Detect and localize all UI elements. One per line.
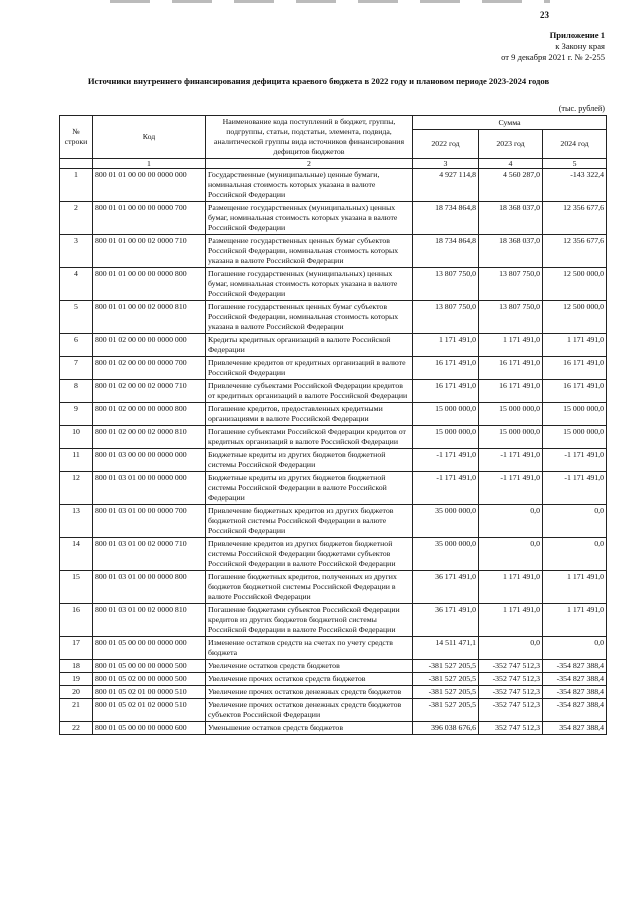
row-code: 800 01 03 01 00 00 0000 000	[93, 472, 206, 505]
row-amount-2022: 35 000 000,0	[413, 538, 479, 571]
row-amount-2024: 1 171 491,0	[543, 604, 607, 637]
header-name: Наименование кода поступлений в бюджет, группы, подгруппы, статьи, подстатьи, элемента, подвида, аналитической группы вида источников финансирования дефицитов бюджетов	[206, 116, 413, 159]
row-amount-2022: -381 527 205,5	[413, 686, 479, 699]
header-code: Код	[93, 116, 206, 159]
table-row	[60, 202, 607, 235]
row-code: 800 01 05 02 00 00 0000 500	[93, 673, 206, 686]
row-number: 18	[60, 660, 93, 673]
row-number: 2	[60, 202, 93, 235]
row-name: Увеличение прочих остатков денежных средств бюджетов субъектов Российской Федерации	[206, 699, 413, 722]
table-row	[60, 301, 607, 334]
row-amount-2022: -1 171 491,0	[413, 472, 479, 505]
row-amount-2022: -381 527 205,5	[413, 699, 479, 722]
row-number: 20	[60, 686, 93, 699]
row-code: 800 01 02 00 00 02 0000 810	[93, 426, 206, 449]
row-code: 800 01 02 00 00 00 0000 000	[93, 334, 206, 357]
table-row	[60, 604, 607, 637]
financing-sources-table	[59, 115, 607, 735]
row-amount-2022: 18 734 864,8	[413, 202, 479, 235]
row-name: Государственные (муниципальные) ценные бумаги, номинальная стоимость которых указана в валюте Российской Федерации	[206, 169, 413, 202]
row-name: Привлечение субъектами Российской Федерации кредитов от кредитных организаций в валюте Российской Федерации	[206, 380, 413, 403]
row-amount-2024: 12 356 677,6	[543, 235, 607, 268]
table-row	[60, 380, 607, 403]
row-code: 800 01 01 00 00 00 0000 000	[93, 169, 206, 202]
row-code: 800 01 03 00 00 00 0000 000	[93, 449, 206, 472]
row-name: Бюджетные кредиты из других бюджетов бюджетной системы Российской Федерации в валюте Российской Федерации	[206, 472, 413, 505]
row-amount-2022: 13 807 750,0	[413, 268, 479, 301]
row-name: Привлечение кредитов из других бюджетов бюджетной системы Российской Федерации бюджетами субъектов Российской Федерации в валюте Российской Федерации	[206, 538, 413, 571]
row-number: 5	[60, 301, 93, 334]
row-amount-2024: 12 500 000,0	[543, 301, 607, 334]
row-amount-2023: 15 000 000,0	[479, 426, 543, 449]
row-amount-2023: -352 747 512,3	[479, 673, 543, 686]
row-amount-2023: 18 368 037,0	[479, 202, 543, 235]
row-amount-2023: -352 747 512,3	[479, 660, 543, 673]
row-number: 22	[60, 722, 93, 735]
row-amount-2023: 1 171 491,0	[479, 604, 543, 637]
row-amount-2023: 13 807 750,0	[479, 268, 543, 301]
row-number: 16	[60, 604, 93, 637]
table-row	[60, 334, 607, 357]
table-row	[60, 403, 607, 426]
document-title: Источники внутреннего финансирования дефицита краевого бюджета в 2022 году и плановом периоде 2023-2024 годов	[87, 76, 550, 86]
row-number: 4	[60, 268, 93, 301]
appendix-title: Приложение 1	[549, 30, 605, 40]
row-code: 800 01 05 02 01 02 0000 510	[93, 699, 206, 722]
page-number: 23	[540, 10, 549, 20]
row-amount-2024: -354 827 388,4	[543, 686, 607, 699]
row-amount-2022: -381 527 205,5	[413, 660, 479, 673]
row-amount-2023: 1 171 491,0	[479, 571, 543, 604]
row-number: 3	[60, 235, 93, 268]
row-amount-2023: 0,0	[479, 505, 543, 538]
row-amount-2024: -354 827 388,4	[543, 660, 607, 673]
row-name: Привлечение кредитов от кредитных организаций в валюте Российской Федерации	[206, 357, 413, 380]
row-amount-2022: 15 000 000,0	[413, 426, 479, 449]
row-code: 800 01 02 00 00 00 0000 800	[93, 403, 206, 426]
row-code: 800 01 03 01 00 02 0000 710	[93, 538, 206, 571]
row-name: Погашение кредитов, предоставленных кредитными организациями в валюте Российской Федерации	[206, 403, 413, 426]
table-row	[60, 169, 607, 202]
table-body	[60, 169, 607, 735]
row-amount-2024: -143 322,4	[543, 169, 607, 202]
row-amount-2022: 36 171 491,0	[413, 571, 479, 604]
row-number: 12	[60, 472, 93, 505]
row-code: 800 01 05 00 00 00 0000 500	[93, 660, 206, 673]
row-number: 9	[60, 403, 93, 426]
row-amount-2024: 12 500 000,0	[543, 268, 607, 301]
row-amount-2023: 13 807 750,0	[479, 301, 543, 334]
row-amount-2023: -1 171 491,0	[479, 472, 543, 505]
row-name: Привлечение бюджетных кредитов из других бюджетов бюджетной системы Российской Федерации в валюте Российской Федерации	[206, 505, 413, 538]
row-amount-2022: 14 511 471,1	[413, 637, 479, 660]
row-code: 800 01 05 00 00 00 0000 600	[93, 722, 206, 735]
header-year-2022: 2022 год	[413, 130, 479, 159]
row-code: 800 01 05 02 01 00 0000 510	[93, 686, 206, 699]
row-amount-2024: -1 171 491,0	[543, 472, 607, 505]
row-name: Увеличение прочих остатков денежных средств бюджетов	[206, 686, 413, 699]
table-row	[60, 449, 607, 472]
column-index: 1	[93, 159, 206, 169]
row-number: 6	[60, 334, 93, 357]
table-row	[60, 571, 607, 604]
table-row	[60, 357, 607, 380]
appendix-date: от 9 декабря 2021 г. № 2-255	[501, 52, 605, 62]
table-row	[60, 538, 607, 571]
row-code: 800 01 03 01 00 00 0000 800	[93, 571, 206, 604]
row-amount-2024: 0,0	[543, 637, 607, 660]
row-amount-2022: 36 171 491,0	[413, 604, 479, 637]
row-amount-2024: 1 171 491,0	[543, 334, 607, 357]
row-name: Погашение государственных (муниципальных) ценных бумаг, номинальная стоимость которых указана в валюте Российской Федерации	[206, 268, 413, 301]
row-amount-2024: 16 171 491,0	[543, 380, 607, 403]
row-amount-2024: 16 171 491,0	[543, 357, 607, 380]
column-index-row	[60, 159, 607, 169]
row-name: Погашение бюджетных кредитов, полученных из других бюджетов бюджетной системы Российской Федерации в валюте Российской Федерации	[206, 571, 413, 604]
column-index: 5	[543, 159, 607, 169]
table-row	[60, 426, 607, 449]
row-number: 14	[60, 538, 93, 571]
column-index: 2	[206, 159, 413, 169]
row-amount-2023: 0,0	[479, 538, 543, 571]
appendix-block	[501, 30, 605, 63]
row-amount-2024: 354 827 388,4	[543, 722, 607, 735]
row-amount-2022: 13 807 750,0	[413, 301, 479, 334]
row-amount-2022: 16 171 491,0	[413, 380, 479, 403]
row-amount-2022: 16 171 491,0	[413, 357, 479, 380]
header-year-2024: 2024 год	[543, 130, 607, 159]
row-name: Погашение государственных ценных бумаг субъектов Российской Федерации, номинальная стоимость которых указана в валюте Российской Федерации	[206, 301, 413, 334]
row-code: 800 01 01 00 00 02 0000 810	[93, 301, 206, 334]
row-name: Бюджетные кредиты из других бюджетов бюджетной системы Российской Федерации	[206, 449, 413, 472]
row-name: Увеличение остатков средств бюджетов	[206, 660, 413, 673]
row-code: 800 01 01 00 00 00 0000 800	[93, 268, 206, 301]
row-amount-2023: 0,0	[479, 637, 543, 660]
row-amount-2023: 4 560 287,0	[479, 169, 543, 202]
row-number: 13	[60, 505, 93, 538]
row-amount-2022: 1 171 491,0	[413, 334, 479, 357]
table-row	[60, 722, 607, 735]
row-number: 1	[60, 169, 93, 202]
scan-edge-artifact	[110, 0, 550, 3]
row-amount-2024: 15 000 000,0	[543, 403, 607, 426]
row-code: 800 01 03 01 00 00 0000 700	[93, 505, 206, 538]
row-number: 7	[60, 357, 93, 380]
table-row	[60, 699, 607, 722]
table-row	[60, 686, 607, 699]
column-index: 3	[413, 159, 479, 169]
row-number: 21	[60, 699, 93, 722]
row-name: Погашение бюджетами субъектов Российской Федерации кредитов из других бюджетов бюджетной системы Российской Федерации в валюте Российской Федерации	[206, 604, 413, 637]
row-number: 19	[60, 673, 93, 686]
row-name: Уменьшение остатков средств бюджетов	[206, 722, 413, 735]
row-amount-2024: 0,0	[543, 538, 607, 571]
row-number: 8	[60, 380, 93, 403]
row-code: 800 01 02 00 00 00 0000 700	[93, 357, 206, 380]
row-amount-2024: 12 356 677,6	[543, 202, 607, 235]
row-amount-2022: 396 038 676,6	[413, 722, 479, 735]
row-amount-2023: 16 171 491,0	[479, 357, 543, 380]
row-amount-2023: 16 171 491,0	[479, 380, 543, 403]
row-amount-2024: 15 000 000,0	[543, 426, 607, 449]
row-amount-2023: 352 747 512,3	[479, 722, 543, 735]
row-code: 800 01 02 00 00 02 0000 710	[93, 380, 206, 403]
row-amount-2023: 15 000 000,0	[479, 403, 543, 426]
column-index: 4	[479, 159, 543, 169]
row-name: Погашение субъектами Российской Федерации кредитов от кредитных организаций в валюте Российской Федерации	[206, 426, 413, 449]
row-name: Кредиты кредитных организаций в валюте Российской Федерации	[206, 334, 413, 357]
row-amount-2023: -352 747 512,3	[479, 686, 543, 699]
units-label: (тыс. рублей)	[558, 104, 605, 113]
row-amount-2022: -1 171 491,0	[413, 449, 479, 472]
row-amount-2024: 1 171 491,0	[543, 571, 607, 604]
row-name: Размещение государственных ценных бумаг субъектов Российской Федерации, номинальная стоимость которых указана в валюте Российской Федерации	[206, 235, 413, 268]
row-amount-2023: -1 171 491,0	[479, 449, 543, 472]
row-amount-2022: 15 000 000,0	[413, 403, 479, 426]
table-row	[60, 268, 607, 301]
row-amount-2024: -354 827 388,4	[543, 673, 607, 686]
appendix-law-ref: к Закону края	[555, 41, 605, 51]
row-name: Изменение остатков средств на счетах по учету средств бюджета	[206, 637, 413, 660]
table-row	[60, 235, 607, 268]
table-row	[60, 660, 607, 673]
row-code: 800 01 05 00 00 00 0000 000	[93, 637, 206, 660]
table-row	[60, 505, 607, 538]
row-name: Размещение государственных (муниципальных) ценных бумаг, номинальная стоимость которых указана в валюте Российской Федерации	[206, 202, 413, 235]
table-row	[60, 637, 607, 660]
row-amount-2022: 18 734 864,8	[413, 235, 479, 268]
header-sum: Сумма	[413, 116, 607, 130]
row-code: 800 01 01 00 00 00 0000 700	[93, 202, 206, 235]
row-amount-2023: 1 171 491,0	[479, 334, 543, 357]
row-number: 15	[60, 571, 93, 604]
row-amount-2023: 18 368 037,0	[479, 235, 543, 268]
row-amount-2022: 4 927 114,8	[413, 169, 479, 202]
row-amount-2023: -352 747 512,3	[479, 699, 543, 722]
row-number: 11	[60, 449, 93, 472]
column-index	[60, 159, 93, 169]
table-row	[60, 472, 607, 505]
row-amount-2024: 0,0	[543, 505, 607, 538]
row-amount-2024: -354 827 388,4	[543, 699, 607, 722]
row-number: 17	[60, 637, 93, 660]
row-amount-2022: -381 527 205,5	[413, 673, 479, 686]
row-code: 800 01 01 00 00 02 0000 710	[93, 235, 206, 268]
row-amount-2024: -1 171 491,0	[543, 449, 607, 472]
header-row-number: № строки	[60, 116, 93, 159]
row-name: Увеличение прочих остатков средств бюджетов	[206, 673, 413, 686]
table-row	[60, 673, 607, 686]
row-amount-2022: 35 000 000,0	[413, 505, 479, 538]
row-code: 800 01 03 01 00 02 0000 810	[93, 604, 206, 637]
header-year-2023: 2023 год	[479, 130, 543, 159]
row-number: 10	[60, 426, 93, 449]
